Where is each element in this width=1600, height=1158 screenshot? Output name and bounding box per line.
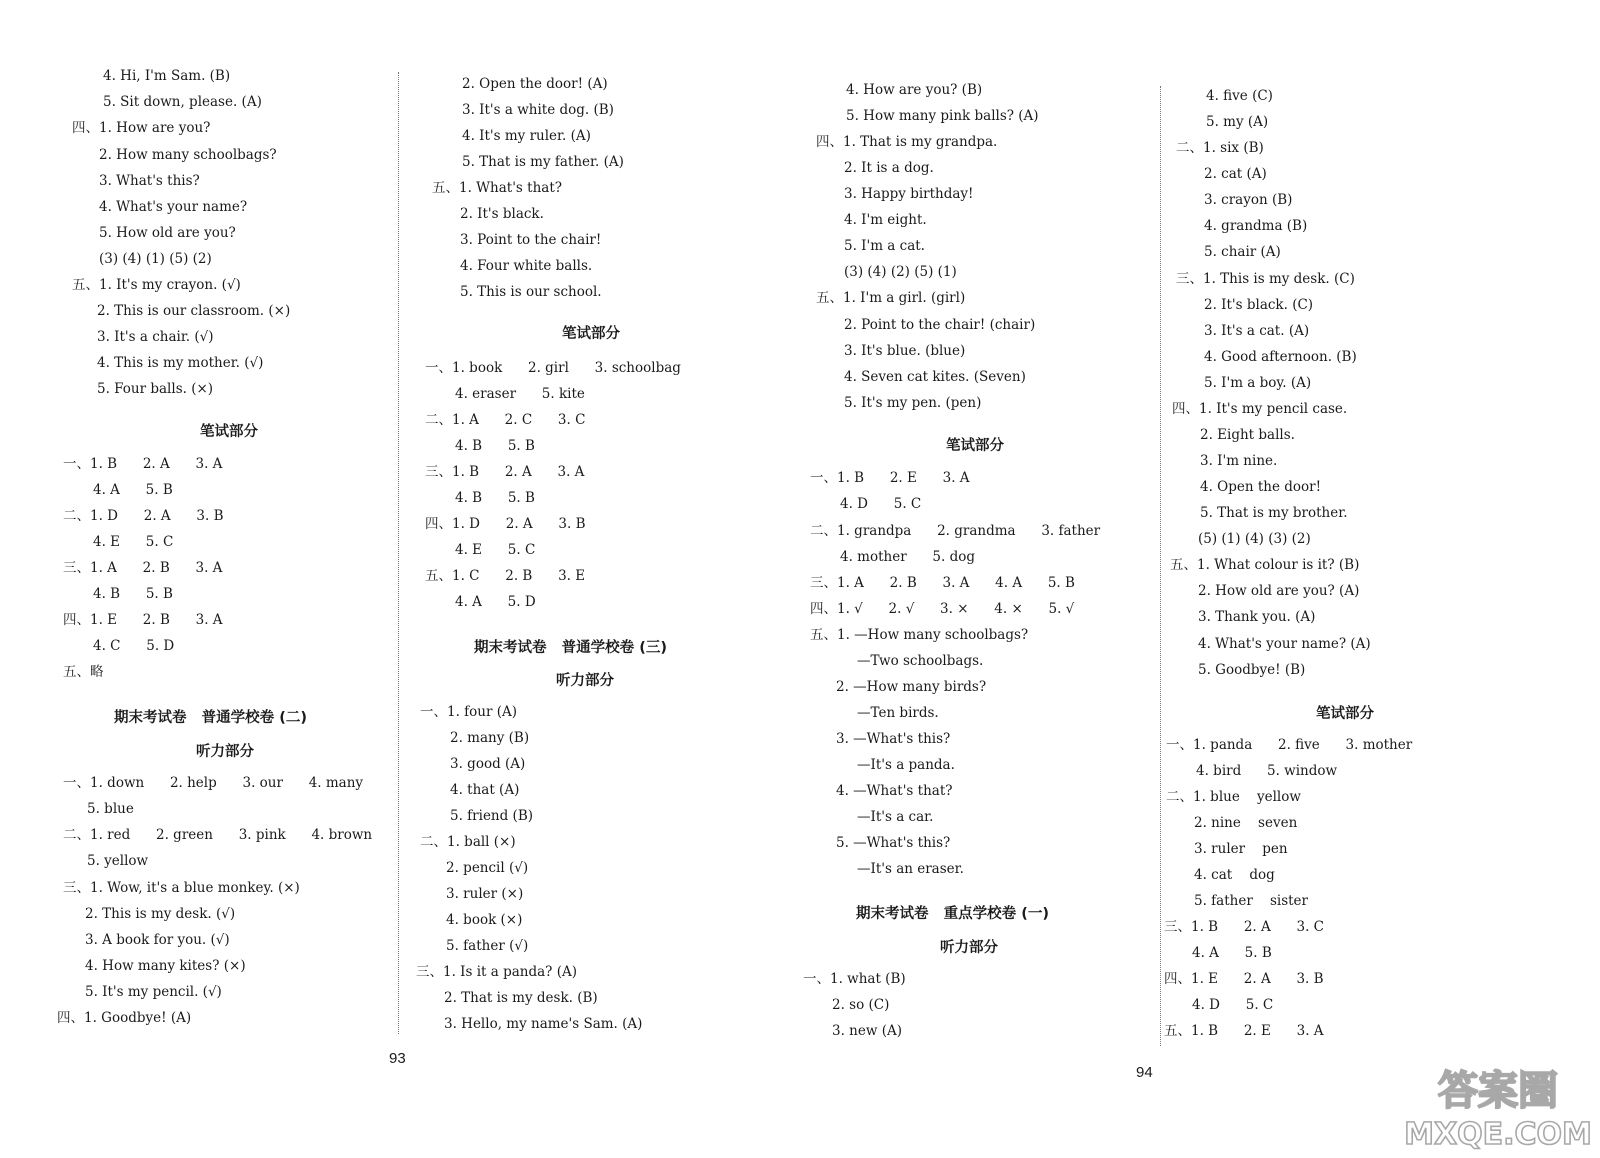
page-number-right: 94 — [1136, 1064, 1153, 1081]
answer-line: 5. It's my pencil. (√) — [85, 984, 222, 1000]
answer-line: 五、略 — [63, 664, 104, 680]
answer-line: 四、1. How are you? — [72, 120, 211, 136]
answer-line: 3. crayon (B) — [1204, 192, 1293, 208]
answer-line: 二、1. grandpa 2. grandma 3. father — [810, 523, 1101, 539]
section-heading: 笔试部分 — [1316, 706, 1374, 722]
watermark-line2: MXQE.COM — [1404, 1117, 1592, 1152]
section-heading: 笔试部分 — [200, 424, 258, 440]
answer-line: 2. It's black. (C) — [1204, 297, 1314, 313]
answer-line: 3. good (A) — [450, 756, 526, 772]
answer-line: 3. It's blue. (blue) — [844, 343, 966, 359]
answer-line: 4. Open the door! — [1200, 479, 1322, 495]
answer-line: 4. What's your name? — [99, 199, 248, 215]
answer-line: 一、1. B 2. E 3. A — [810, 470, 970, 486]
answer-line: 四、1. E 2. B 3. A — [63, 612, 223, 628]
answer-line: 3. ruler (×) — [446, 886, 524, 902]
answer-line: 4. bird 5. window — [1196, 763, 1338, 779]
answer-line: 4. cat dog — [1194, 867, 1275, 883]
answer-line: 五、1. What's that? — [432, 180, 562, 196]
answer-line: 4. I'm eight. — [844, 212, 927, 228]
answer-line: (3) (4) (2) (5) (1) — [844, 264, 957, 280]
answer-line: 四、1. It's my pencil case. — [1172, 401, 1348, 417]
answer-line: 二、1. A 2. C 3. C — [425, 412, 586, 428]
answer-line: 3. I'm nine. — [1200, 453, 1278, 469]
answer-line: 2. —How many birds? — [836, 679, 987, 695]
answer-line: 五、1. It's my crayon. (√) — [72, 277, 241, 293]
answer-line: 一、1. B 2. A 3. A — [63, 456, 223, 472]
answer-line: 2. It is a dog. — [844, 160, 934, 176]
answer-line: 4. mother 5. dog — [840, 549, 975, 565]
answer-line: 5. That is my father. (A) — [462, 154, 624, 170]
answer-line: 4. A 5. B — [1192, 945, 1272, 961]
answer-line: 4. This is my mother. (√) — [97, 355, 264, 371]
answer-line: (3) (4) (1) (5) (2) — [99, 251, 212, 267]
answer-line: 3. It's a chair. (√) — [97, 329, 214, 345]
answer-line: 5. That is my brother. — [1200, 505, 1348, 521]
answer-line: 2. so (C) — [832, 997, 890, 1013]
column-divider-left — [398, 72, 399, 1034]
answer-line: 3. —What's this? — [836, 731, 951, 747]
answer-line: 4. Seven cat kites. (Seven) — [844, 369, 1026, 385]
answer-line: 3. What's this? — [99, 173, 200, 189]
answer-line: 5. chair (A) — [1204, 244, 1281, 260]
answer-line: 4. B 5. B — [455, 490, 535, 506]
answer-line: 4. Hi, I'm Sam. (B) — [103, 68, 231, 84]
answer-line: 4. How are you? (B) — [846, 82, 983, 98]
answer-line: 4. eraser 5. kite — [455, 386, 585, 402]
answer-line: 5. How old are you? — [99, 225, 236, 241]
answer-line: 3. ruler pen — [1194, 841, 1288, 857]
answer-line: 2. Eight balls. — [1200, 427, 1295, 443]
answer-line: 三、1. A 2. B 3. A 4. A 5. B — [810, 575, 1075, 591]
answer-line: 五、1. C 2. B 3. E — [425, 568, 586, 584]
answer-line: 2. Point to the chair! (chair) — [844, 317, 1036, 333]
answer-line: 2. How old are you? (A) — [1198, 583, 1360, 599]
answer-line: —Ten birds. — [857, 705, 939, 721]
answer-line: 4. D 5. C — [1192, 997, 1274, 1013]
answer-line: 5. Four balls. (×) — [97, 381, 214, 397]
answer-line: 四、1. That is my grandpa. — [816, 134, 998, 150]
answer-line: 五、1. What colour is it? (B) — [1170, 557, 1360, 573]
answer-line: 一、1. panda 2. five 3. mother — [1166, 737, 1413, 753]
answer-line: 5. yellow — [87, 853, 149, 869]
answer-line: —Two schoolbags. — [857, 653, 984, 669]
answer-line: 4. —What's that? — [836, 783, 953, 799]
answer-line: 2. This is my desk. (√) — [85, 906, 236, 922]
answer-line: 4. C 5. D — [93, 638, 175, 654]
answer-line: 3. Point to the chair! — [460, 232, 602, 248]
answer-line: 4. What's your name? (A) — [1198, 636, 1371, 652]
section-heading: 笔试部分 — [946, 438, 1004, 454]
answer-line: 四、1. D 2. A 3. B — [425, 516, 586, 532]
answer-line: —It's a car. — [857, 809, 934, 825]
answer-line: 4. book (×) — [446, 912, 523, 928]
answer-line: 二、1. six (B) — [1176, 140, 1264, 156]
answer-line: 2. cat (A) — [1204, 166, 1267, 182]
answer-line: 二、1. blue yellow — [1166, 789, 1301, 805]
answer-line: 3. It's a white dog. (B) — [462, 102, 614, 118]
page-number-left: 93 — [389, 1050, 406, 1067]
answer-line: 3. Happy birthday! — [844, 186, 974, 202]
answer-line: 3. A book for you. (√) — [85, 932, 230, 948]
watermark-logo — [1402, 1056, 1592, 1152]
watermark-line1: 答案圈 — [1438, 1068, 1558, 1114]
answer-line: 2. How many schoolbags? — [99, 147, 277, 163]
answer-line: 五、1. —How many schoolbags? — [810, 627, 1029, 643]
answer-line: 4. How many kites? (×) — [85, 958, 246, 974]
answer-line: 3. It's a cat. (A) — [1204, 323, 1310, 339]
answer-line: 一、1. down 2. help 3. our 4. many — [63, 775, 364, 791]
answer-line: 2. This is our classroom. (×) — [97, 303, 291, 319]
section-heading: 期末考试卷 普通学校卷 (三) — [474, 640, 667, 656]
answer-line: 5. This is our school. — [460, 284, 602, 300]
answer-line: 2. Open the door! (A) — [462, 76, 608, 92]
answer-line: 4. Four white balls. — [460, 258, 593, 274]
answer-line: (5) (1) (4) (3) (2) — [1198, 531, 1311, 547]
answer-line: 4. B 5. B — [93, 586, 173, 602]
section-heading: 听力部分 — [556, 673, 614, 689]
answer-line: 5. I'm a boy. (A) — [1204, 375, 1312, 391]
answer-line: 三、1. B 2. A 3. A — [425, 464, 585, 480]
answer-line: 2. many (B) — [450, 730, 530, 746]
answer-line: 一、1. book 2. girl 3. schoolbag — [425, 360, 681, 376]
answer-line: 四、1. √ 2. √ 3. × 4. × 5. √ — [810, 601, 1075, 617]
answer-line: 4. A 5. D — [455, 594, 536, 610]
answer-line: 二、1. red 2. green 3. pink 4. brown — [63, 827, 373, 843]
answer-line: —It's a panda. — [857, 757, 955, 773]
answer-line: 2. That is my desk. (B) — [444, 990, 598, 1006]
answer-line: 5. How many pink balls? (A) — [846, 108, 1039, 124]
answer-line: 4. grandma (B) — [1204, 218, 1308, 234]
answer-line: 4. D 5. C — [840, 496, 922, 512]
answer-line: 5. Goodbye! (B) — [1198, 662, 1306, 678]
section-heading: 听力部分 — [940, 940, 998, 956]
answer-line: 5. blue — [87, 801, 134, 817]
section-heading: 笔试部分 — [562, 326, 620, 342]
answer-line: 4. B 5. B — [455, 438, 535, 454]
answer-line: 5. I'm a cat. — [844, 238, 925, 254]
answer-line: 一、1. four (A) — [420, 704, 518, 720]
answer-line: 5. —What's this? — [836, 835, 951, 851]
answer-line: 3. Hello, my name's Sam. (A) — [444, 1016, 643, 1032]
answer-line: 三、1. A 2. B 3. A — [63, 560, 223, 576]
answer-line: 三、1. B 2. A 3. C — [1164, 919, 1325, 935]
answer-line: 二、1. ball (×) — [420, 834, 516, 850]
answer-line: 5. Sit down, please. (A) — [103, 94, 262, 110]
answer-line: 4. E 5. C — [93, 534, 174, 550]
answer-line: 4. that (A) — [450, 782, 520, 798]
answer-line: 2. pencil (√) — [446, 860, 529, 876]
answer-line: 一、1. what (B) — [803, 971, 906, 987]
answer-line: 五、1. I'm a girl. (girl) — [816, 290, 966, 306]
answer-line: 2. nine seven — [1194, 815, 1298, 831]
answer-line: 4. A 5. B — [93, 482, 173, 498]
answer-line: 五、1. B 2. E 3. A — [1164, 1023, 1324, 1039]
answer-line: 4. It's my ruler. (A) — [462, 128, 591, 144]
answer-line: 5. friend (B) — [450, 808, 534, 824]
answer-line: 4. five (C) — [1206, 88, 1273, 104]
answer-line: —It's an eraser. — [857, 861, 964, 877]
answer-line: 4. Good afternoon. (B) — [1204, 349, 1357, 365]
column-divider-right — [1160, 86, 1161, 1046]
answer-line: 3. new (A) — [832, 1023, 902, 1039]
answer-line: 2. It's black. — [460, 206, 544, 222]
answer-line: 三、1. This is my desk. (C) — [1176, 271, 1355, 287]
answer-line: 5. father (√) — [446, 938, 529, 954]
answer-line: 四、1. E 2. A 3. B — [1164, 971, 1324, 987]
answer-line: 四、1. Goodbye! (A) — [57, 1010, 192, 1026]
section-heading: 听力部分 — [196, 744, 254, 760]
answer-line: 5. It's my pen. (pen) — [844, 395, 982, 411]
answer-line: 4. E 5. C — [455, 542, 536, 558]
answer-line: 3. Thank you. (A) — [1198, 609, 1316, 625]
section-heading: 期末考试卷 普通学校卷 (二) — [114, 710, 307, 726]
answer-line: 三、1. Is it a panda? (A) — [416, 964, 577, 980]
answer-line: 5. father sister — [1194, 893, 1308, 909]
answer-line: 5. my (A) — [1206, 114, 1269, 130]
answer-line: 三、1. Wow, it's a blue monkey. (×) — [63, 880, 300, 896]
section-heading: 期末考试卷 重点学校卷 (一) — [856, 906, 1049, 922]
answer-line: 二、1. D 2. A 3. B — [63, 508, 224, 524]
